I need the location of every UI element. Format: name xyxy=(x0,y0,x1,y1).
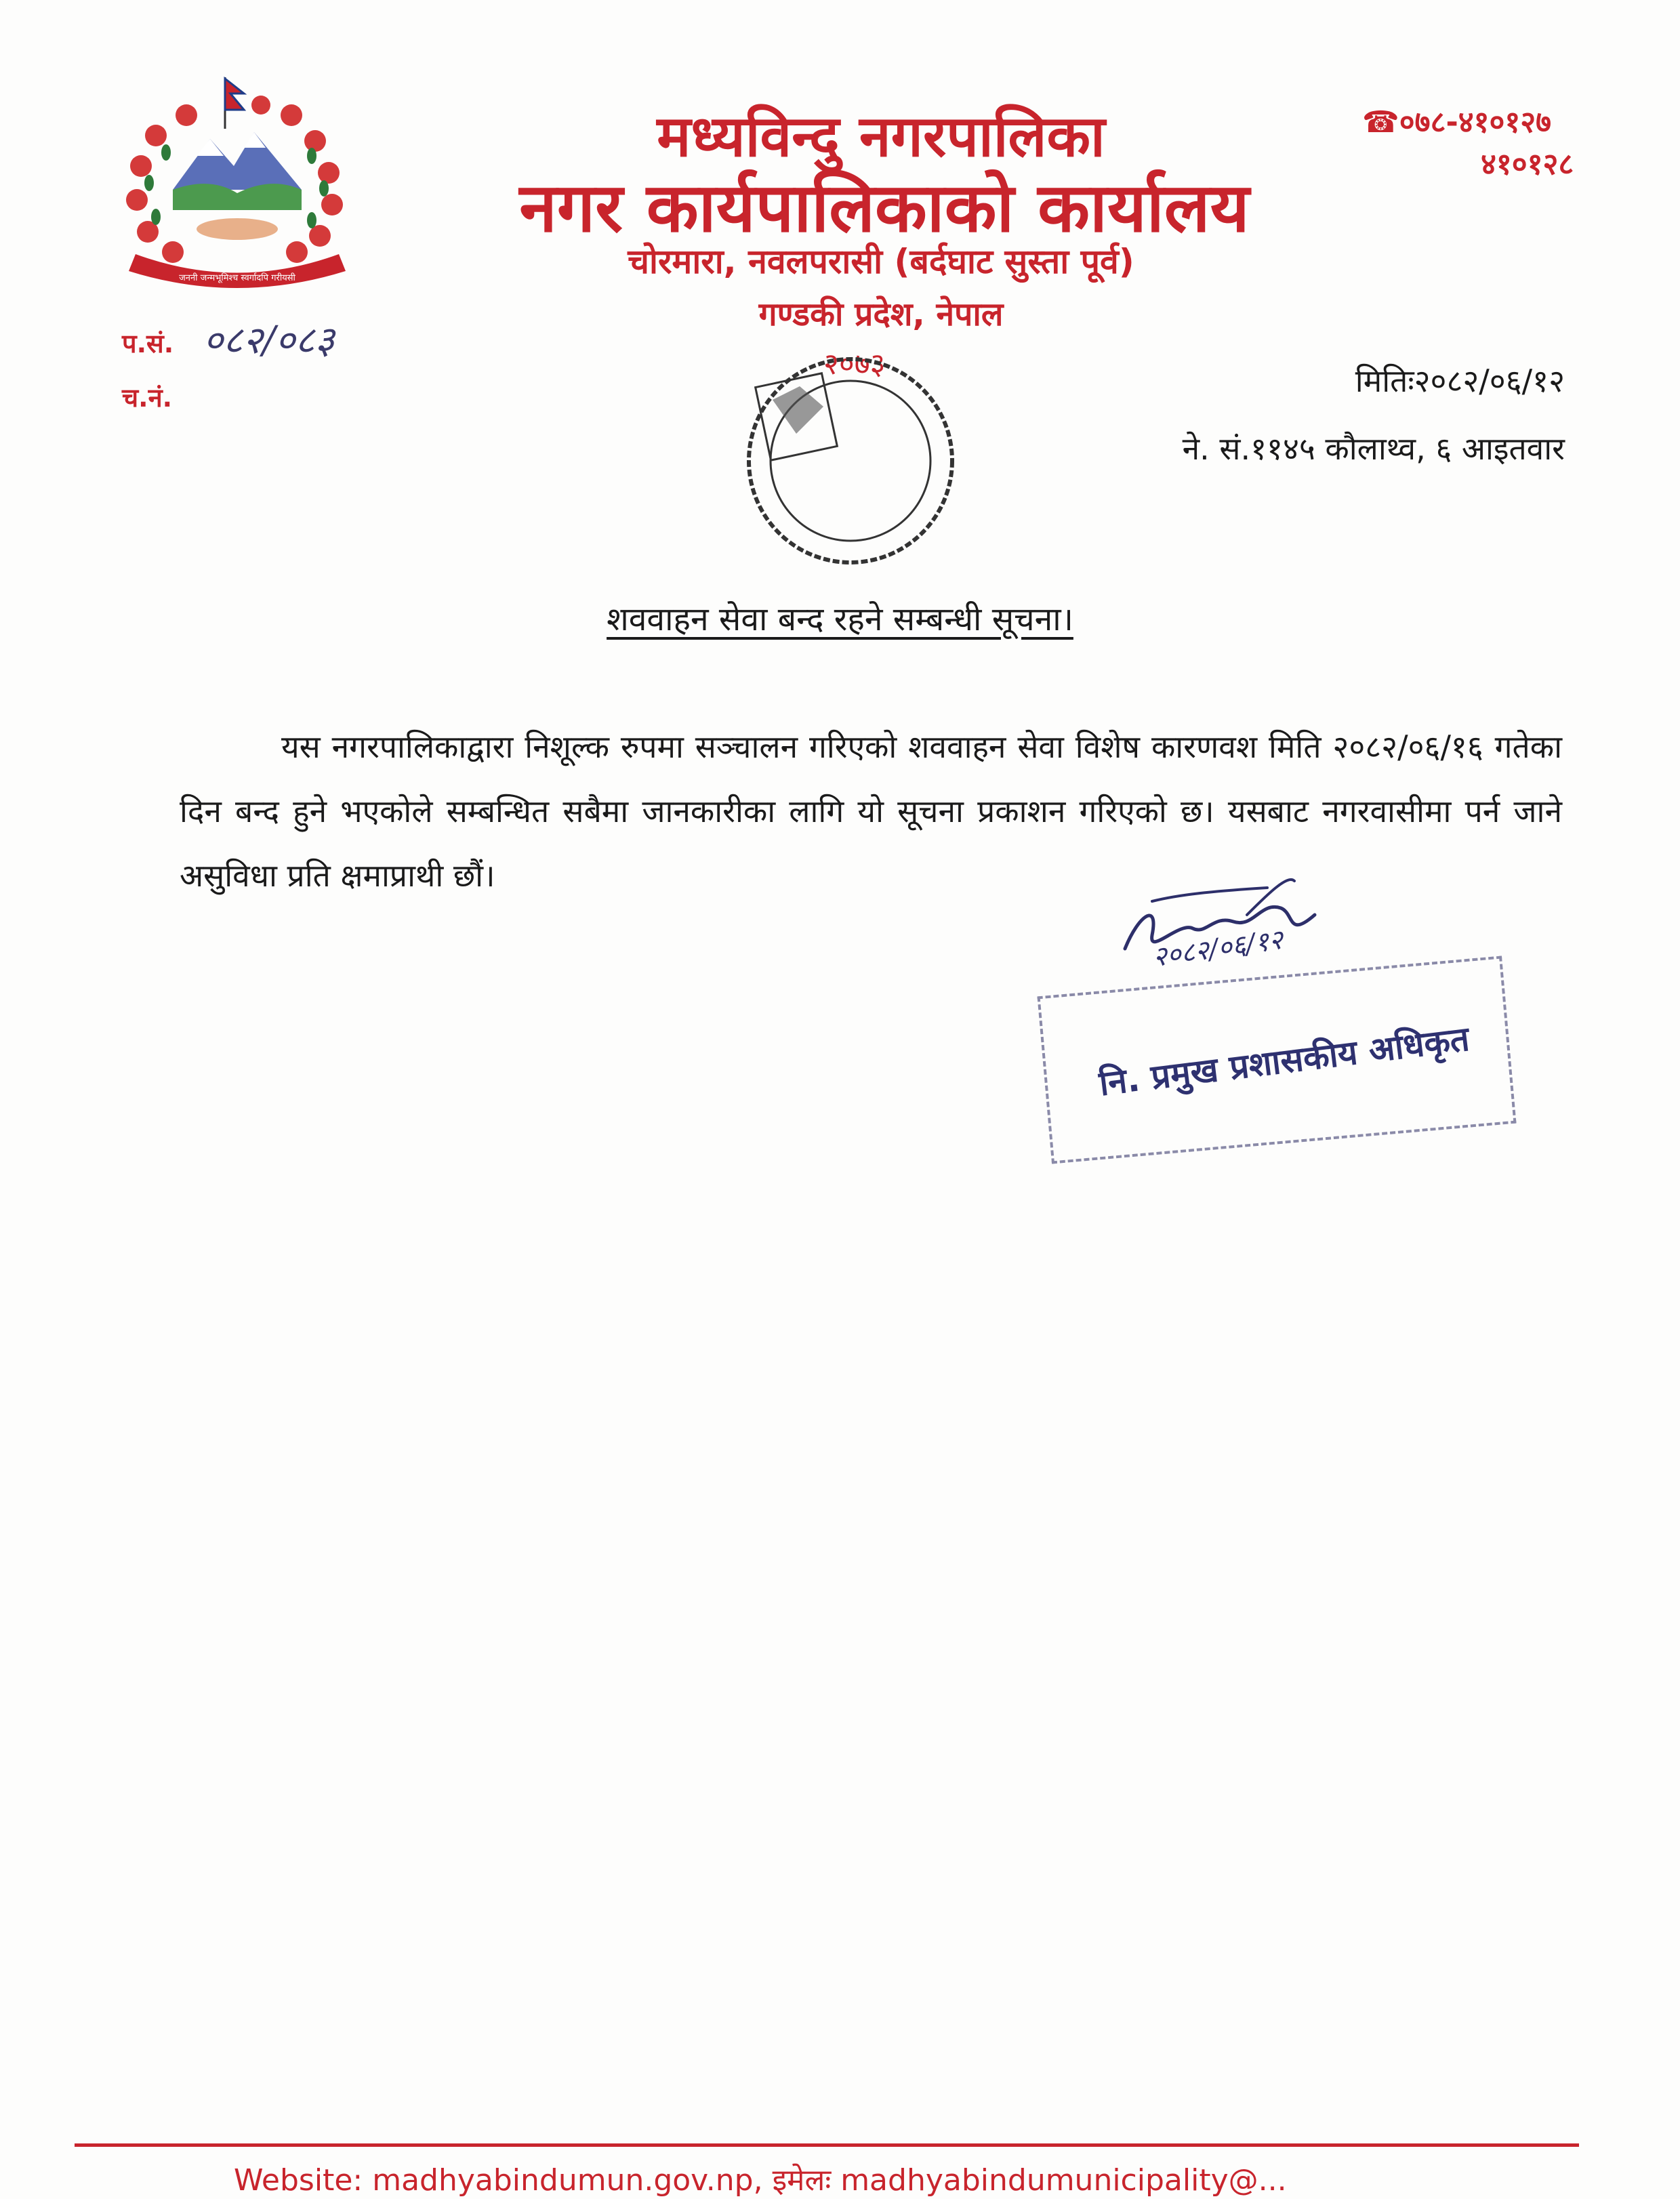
office-seal-stamp xyxy=(735,352,966,569)
dispatch-number-label: च.नं. xyxy=(122,383,173,413)
reference-label: प.सं. xyxy=(122,329,174,358)
org-name: मध्यविन्दु नगरपालिका xyxy=(657,103,1105,169)
designation-stamp-text: नि. प्रमुख प्रशासकीय अधिकृत xyxy=(1097,1019,1472,1104)
svg-text:जननी जन्मभूमिश्च स्वर्गादपि गर: जननी जन्मभूमिश्च स्वर्गादपि गरीयसी xyxy=(179,273,295,283)
subject-line xyxy=(0,596,1680,640)
office-address: चोरमारा, नवलपरासी (बर्दघाट सुस्ता पूर्व) xyxy=(628,242,1134,281)
letter-date: मितिः२०८२/०६/१२ xyxy=(1355,363,1565,399)
footer-contact: Website: madhyabindumun.gov.np, इमेलः madhyabindumunicipality@... xyxy=(234,2163,1287,2198)
phone-number-secondary: ४१०१२८ xyxy=(1481,147,1574,182)
office-name: नगर कार्यपालिकाको कार्यालय xyxy=(519,168,1250,247)
flag-icon xyxy=(225,77,244,129)
nepal-sambat-date: ने. सं.११४५ कौलाथ्व, ६ आइतवार xyxy=(1182,430,1565,467)
established-year: २०७३ xyxy=(823,347,886,382)
signature-date: २०८२/०६/१२ xyxy=(1151,924,1285,974)
subject-text: शववाहन सेवा बन्द रहने सम्बन्धी सूचना। xyxy=(607,600,1073,638)
nepal-emblem-logo xyxy=(108,75,366,298)
notice-body: यस नगरपालिकाद्वारा निशूल्क रुपमा सञ्चालन गरिएको शववाहन सेवा विशेष कारणवश मिति २०८२/०६/१६ गतेका दिन बन्द हुने भएकोले सम्बन्धित सबैमा जानकारीका लागि यो सूचना प्रकाशन गरिएको छ। यसबाट नगरवासीमा पर्न जाने असुविधा प्रति क्षमाप्राथी छौं। xyxy=(180,728,1562,894)
phone-number: ☎०७८-४१०१२७ xyxy=(1362,105,1551,140)
footer-rule xyxy=(75,2143,1579,2147)
office-province: गण्डकी प्रदेश, नेपाल xyxy=(758,295,1004,333)
reference-number: ०८२/०८३ xyxy=(203,318,335,363)
